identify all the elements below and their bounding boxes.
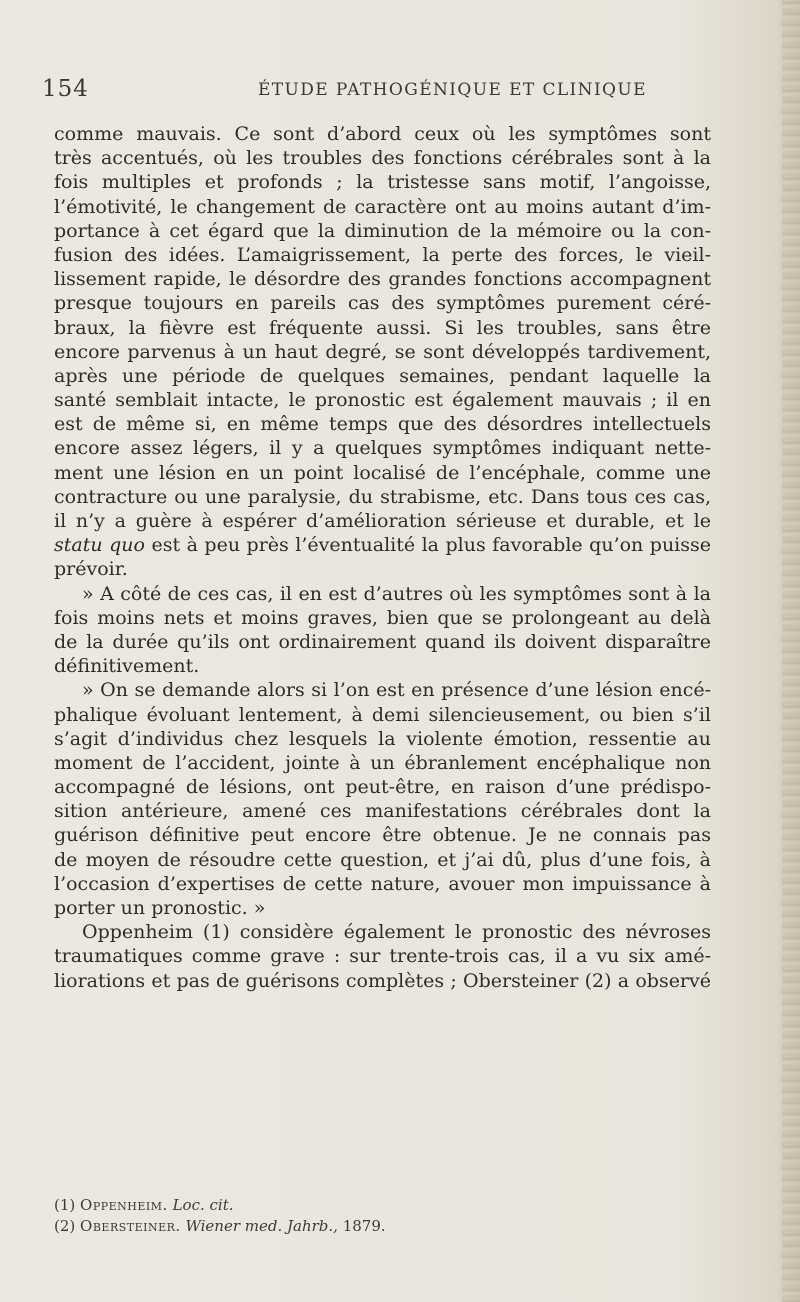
text-line: de moyen de résoudre cette question, et j’ai dû, plus d’une fois, à — [54, 848, 711, 871]
footnote-author: Oppenheim. — [80, 1196, 168, 1214]
text-line: accompagné de lésions, ont peut-être, en raison d’une prédispo- — [54, 776, 711, 799]
italic-phrase: statu quo — [54, 534, 145, 557]
footnote-1 — [54, 1195, 694, 1216]
text-line: Oppenheim (1) considère également le pronostic des névroses — [82, 921, 711, 944]
text-line: est de même si, en même temps que des désordres intellectuels — [54, 413, 711, 436]
text-line: encore parvenus à un haut degré, se sont développés tardivement, — [54, 340, 711, 363]
text-line: portance à cet égard que la diminution de la mémoire ou la con- — [54, 219, 711, 242]
text-line: après une période de quelques semaines, pendant laquelle la — [54, 364, 711, 387]
text-line: sition antérieure, amené ces manifestations cérébrales dont la — [54, 800, 711, 823]
text-line: ment une lésion en un point localisé de l’encéphale, comme une — [54, 461, 711, 484]
text-line: guérison définitive peut encore être obtenue. Je ne connais pas — [54, 824, 711, 847]
text-line: il n’y a guère à espérer d’amélioration sérieuse et durable, et le — [54, 510, 711, 532]
text-line: fois moins nets et moins graves, bien que se prolongeant au delà — [54, 606, 711, 629]
text-line: de la durée qu’ils ont ordinairement quand ils doivent disparaître — [54, 630, 711, 653]
footnote-year: 1879. — [342, 1217, 386, 1235]
text-line: très accentués, où les troubles des fonctions cérébrales sont à la — [54, 147, 711, 170]
text-line: » A côté de ces cas, il en est d’autres où les symptômes sont à la — [82, 582, 711, 605]
footnote-ref: Loc. cit. — [172, 1196, 234, 1214]
running-head — [42, 76, 712, 106]
text-line: fusion des idées. L’amaigrissement, la perte des forces, le vieil- — [54, 243, 711, 266]
body-text — [54, 122, 711, 993]
text-line: définitivement. — [54, 655, 200, 678]
text-line: santé semblait intacte, le pronostic est également mauvais ; il en — [54, 389, 711, 412]
page-number: 154 — [42, 76, 89, 102]
text-line: fois multiples et profonds ; la tristesse sans motif, l’angoisse, — [54, 171, 711, 194]
text-line: presque toujours en pareils cas des symptômes purement céré- — [54, 292, 711, 315]
text-line: contracture ou une paralysie, du strabisme, etc. Dans tous ces cas, — [54, 485, 711, 508]
text-line: traumatiques comme grave : sur trente-trois cas, il a vu six amé- — [54, 945, 711, 968]
footnote-2 — [54, 1216, 694, 1237]
text-line: braux, la fièvre est fréquente aussi. Si les troubles, sans être — [54, 316, 711, 339]
text-line: encore assez légers, il y a quelques symptômes indiquant nette- — [54, 437, 711, 460]
text-line-rest: est à peu près l’éventualité la plus favorable qu’on puisse — [151, 534, 712, 557]
page-edge-shadow — [782, 0, 800, 1302]
text-line: l’occasion d’expertises de cette nature, avouer mon impuissance à — [54, 872, 711, 895]
text-line-statu-quo — [54, 533, 711, 557]
text-line: moment de l’accident, jointe à un ébranlement encéphalique non — [54, 751, 711, 774]
footnotes — [54, 1195, 694, 1237]
text-line: comme mauvais. Ce sont d’abord ceux où les symptômes sont — [54, 123, 711, 145]
text-line: lissement rapide, le désordre des grandes fonctions accompagnent — [54, 268, 711, 291]
footnote-ref: Wiener med. Jahrb., — [185, 1217, 338, 1235]
footnote-number: (1) — [54, 1196, 76, 1214]
text-line: phalique évoluant lentement, à demi silencieusement, ou bien s’il — [54, 703, 711, 726]
footnote-number: (2) — [54, 1217, 76, 1235]
text-line: » On se demande alors si l’on est en présence d’une lésion encé- — [82, 679, 711, 702]
footnote-author: Obersteiner. — [80, 1217, 181, 1235]
text-line: liorations et pas de guérisons complètes ; Obersteiner (2) a observé — [54, 969, 711, 992]
text-line: prévoir. — [54, 558, 128, 581]
text-line: l’émotivité, le changement de caractère ont au moins autant d’im- — [54, 195, 711, 218]
text-line: s’agit d’individus chez lesquels la violente émotion, ressentie au — [54, 727, 711, 750]
text-line: porter un pronostic. » — [54, 897, 266, 919]
running-title: ÉTUDE PATHOGÉNIQUE ET CLINIQUE — [258, 80, 647, 100]
